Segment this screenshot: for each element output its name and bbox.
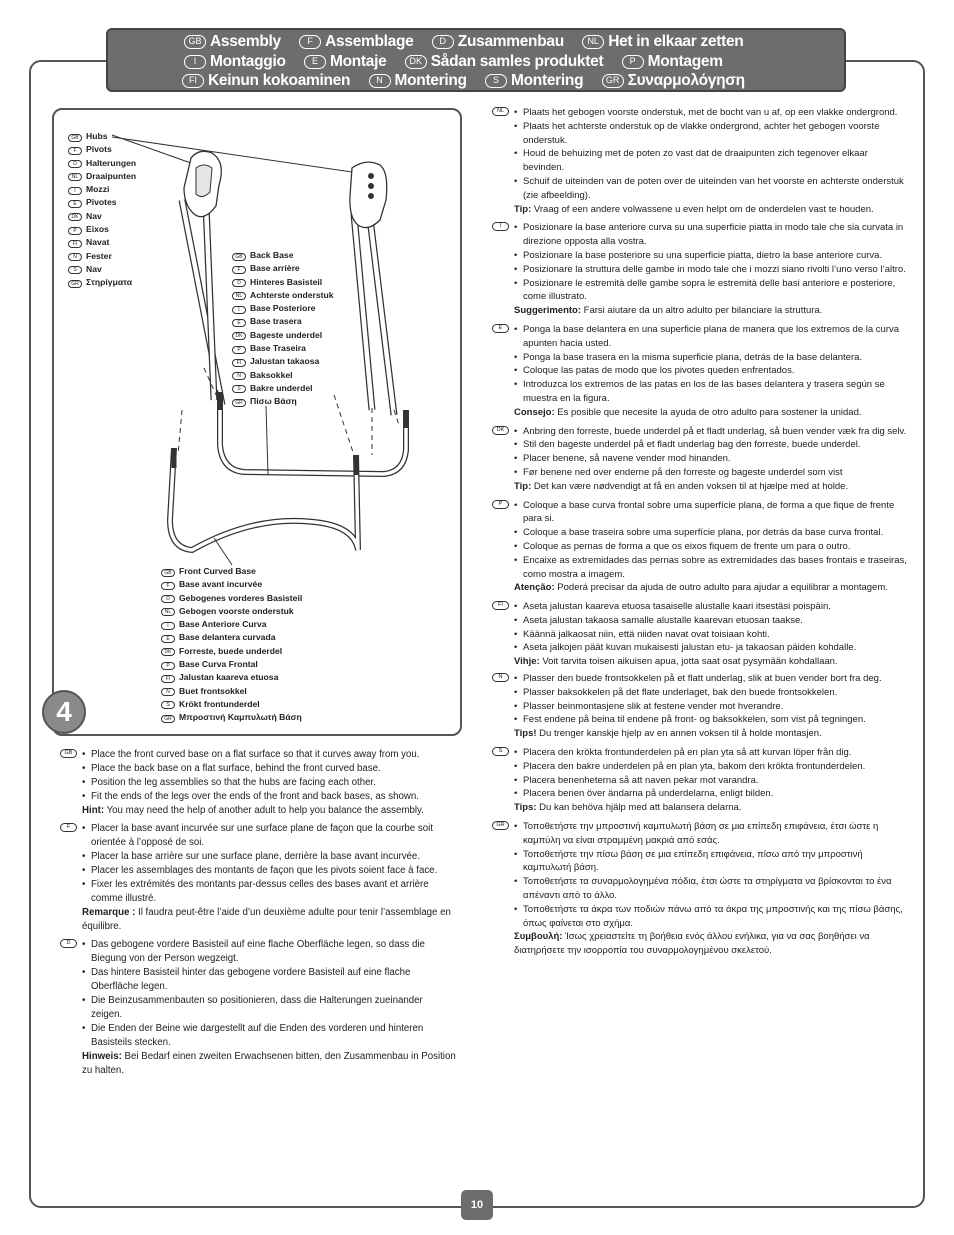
part-label bbox=[161, 685, 302, 698]
language-code-badge: DK bbox=[161, 648, 175, 656]
tip-text: Du trenger kanskje hjelp av en annen voksen til å holde montasjen. bbox=[539, 728, 822, 740]
instruction-bullet: • Fit the ends of the legs over the ends of the front and back bases, as shown. bbox=[82, 790, 456, 804]
part-label-text: Halterungen bbox=[86, 157, 137, 168]
language-code-badge: E bbox=[161, 635, 175, 643]
language-code-badge: E bbox=[232, 319, 246, 327]
instruction-bullet: • Plasser den buede frontsokkelen på et flatt underlag, slik at buen vender bort fra deg. bbox=[514, 672, 910, 686]
instruction-bullet: • Posizionare la base anteriore curva su una superficie piatta in modo tale che sia curvata in direzione opposta alla vostra. bbox=[514, 221, 910, 249]
language-code-badge: F bbox=[60, 823, 77, 832]
tip-label: Suggerimento: bbox=[514, 305, 582, 317]
instruction-bullet: • Introduzca los extremos de las patas en los de las bases delantera y trasera según se muestra en la figura. bbox=[514, 378, 910, 406]
instruction-bullet: • Placer la base avant incurvée sur une surface plane de façon que la courbe soit orientée à l’opposé de soi. bbox=[82, 822, 456, 850]
part-label-text: Base Anteriore Curva bbox=[179, 619, 267, 630]
instruction-tip bbox=[514, 930, 910, 958]
language-code-badge: GB bbox=[161, 569, 175, 577]
instruction-bullet: • Das gebogene vordere Basisteil auf eine flache Oberfläche legen, so dass die Biegung von der Person wegzeigt. bbox=[82, 938, 456, 966]
part-label bbox=[68, 210, 136, 223]
tip-text: Du kan behöva hjälp med att balansera delarna. bbox=[539, 802, 742, 814]
instruction-bullet: • Placera benen över ändarna på underdelarna, enligt bilden. bbox=[514, 787, 910, 801]
instruction-bullet: • Aseta jalkojen päät kuvan mukaisesti jalustan etu- ja takaosan päiden kohdalle. bbox=[514, 641, 910, 655]
part-label bbox=[232, 262, 334, 275]
part-label-text: Draaipunten bbox=[86, 170, 137, 181]
instruction-bullet: • Die Beinzusammenbauten so positionieren, dass die Halterungen zueinander zeigen. bbox=[82, 994, 456, 1022]
language-code-badge: GR bbox=[602, 74, 624, 88]
part-label bbox=[161, 618, 302, 631]
instruction-tip bbox=[514, 304, 910, 318]
tip-label: Συμβουλή: bbox=[514, 931, 563, 943]
part-label-text: Base Curva Frontal bbox=[179, 659, 258, 670]
language-code-badge: S bbox=[161, 701, 175, 709]
part-label-text: Baksokkel bbox=[250, 369, 293, 380]
instruction-bullet: • Τοποθετήστε τα συναρμολογημένα πόδια, έτσι ώστε τα στηρίγματα να βρίσκονται το ένα απέναντι από το άλλο. bbox=[514, 875, 910, 903]
language-code-badge: NL bbox=[232, 292, 246, 300]
tip-text: Det kan være nødvendigt at få en anden voksen til at hjælpe med at holde. bbox=[533, 480, 849, 492]
instruction-bullet: • Aseta jalustan takaosa samalle alustalle kaarevan etuosan taakse. bbox=[514, 614, 910, 628]
language-code-badge: NL bbox=[68, 173, 82, 181]
language-code-badge: S bbox=[232, 385, 246, 393]
instruction-bullet: • Position the leg assemblies so that the hubs are facing each other. bbox=[82, 776, 456, 790]
part-label bbox=[232, 395, 334, 408]
part-label-text: Bakre underdel bbox=[250, 382, 313, 393]
part-label-text: Gebogenes vorderes Basisteil bbox=[179, 592, 303, 603]
header-title: Montering bbox=[511, 72, 584, 89]
language-code-badge: NL bbox=[492, 107, 509, 116]
language-code-badge: S bbox=[68, 266, 82, 274]
part-label bbox=[161, 605, 302, 618]
tip-text: Il faudra peut-être l’aide d’un deuxième adulte pour tenir l’assemblage en équilibre. bbox=[82, 907, 451, 932]
instruction-bullet: • Aseta jalustan kaareva etuosa tasaiselle alustalle kaari itsestäsi poispäin. bbox=[514, 600, 910, 614]
instruction-bullet: • Placer la base arrière sur une surface plane, derrière la base avant incurvée. bbox=[82, 850, 456, 864]
part-label-text: Hubs bbox=[86, 131, 108, 141]
part-label bbox=[161, 645, 302, 658]
language-code-badge: FI bbox=[161, 675, 175, 683]
instruction-block-fi bbox=[496, 600, 910, 669]
language-code-badge: N bbox=[232, 372, 246, 380]
instruction-tip bbox=[514, 801, 910, 815]
left-instructions-column bbox=[64, 748, 456, 1078]
header-item bbox=[622, 52, 723, 72]
tip-label: Hinweis: bbox=[82, 1051, 122, 1062]
language-code-badge: D bbox=[232, 279, 246, 287]
part-label-text: Base avant incurvée bbox=[179, 579, 263, 590]
language-code-badge: E bbox=[492, 324, 509, 333]
instruction-bullet: • Før benene ned over enderne på den forreste og bageste underdel som vist bbox=[514, 466, 910, 480]
instruction-block-n bbox=[496, 672, 910, 741]
part-label-text: Back Base bbox=[250, 250, 294, 260]
part-label bbox=[232, 302, 334, 315]
instruction-block-p bbox=[496, 499, 910, 596]
tip-label: Tip: bbox=[514, 203, 532, 215]
instruction-tip bbox=[514, 727, 910, 741]
part-label bbox=[68, 250, 136, 263]
language-code-badge: F bbox=[232, 266, 246, 274]
language-code-badge: D bbox=[161, 595, 175, 603]
header-banner bbox=[106, 28, 846, 92]
language-code-badge: P bbox=[492, 500, 509, 509]
part-label-text: Buet frontsokkel bbox=[179, 685, 247, 696]
language-code-badge: E bbox=[68, 200, 82, 208]
language-code-badge: NL bbox=[161, 608, 175, 616]
language-code-badge: GR bbox=[492, 821, 509, 830]
language-code-badge: DK bbox=[405, 55, 427, 69]
header-row-2 bbox=[184, 52, 844, 72]
language-code-badge: F bbox=[68, 147, 82, 155]
header-title: Montaje bbox=[329, 52, 387, 70]
header-title: Het in elkaar zetten bbox=[608, 33, 744, 50]
language-code-badge: FI bbox=[492, 601, 509, 610]
tip-label: Tip: bbox=[514, 480, 532, 492]
part-label bbox=[161, 631, 302, 644]
part-label bbox=[232, 355, 334, 368]
language-code-badge: D bbox=[432, 35, 454, 49]
part-label bbox=[68, 170, 136, 183]
part-label bbox=[68, 196, 136, 209]
language-code-badge: I bbox=[68, 187, 82, 195]
header-item bbox=[304, 52, 386, 72]
language-code-badge: N bbox=[161, 688, 175, 696]
instruction-block-gr bbox=[496, 820, 910, 958]
part-label bbox=[232, 382, 334, 395]
part-label bbox=[68, 236, 136, 249]
instruction-bullet: • Place the front curved base on a flat surface so that it curves away from you. bbox=[82, 748, 456, 762]
part-label-text: Jalustan takaosa bbox=[250, 356, 320, 367]
part-label-text: Fester bbox=[86, 250, 112, 261]
tip-label: Vihje: bbox=[514, 656, 540, 668]
part-label-text: Πίσω Βάση bbox=[250, 396, 297, 407]
tip-text: Es posible que necesite la ayuda de otro adulto para sostener la unidad. bbox=[557, 406, 862, 418]
header-title: Sådan samles produktet bbox=[430, 52, 604, 70]
part-label bbox=[68, 130, 136, 143]
language-code-badge: F bbox=[299, 35, 321, 49]
language-code-badge: S bbox=[492, 747, 509, 756]
language-code-badge: I bbox=[161, 622, 175, 630]
language-code-badge: FI bbox=[232, 359, 246, 367]
back-base-label-list bbox=[232, 249, 334, 409]
part-label bbox=[161, 658, 302, 671]
instruction-tip bbox=[82, 804, 456, 818]
instruction-bullet: • Coloque a base traseira sobre uma superfície plana, por detrás da base curva frontal. bbox=[514, 526, 910, 540]
language-code-badge: NL bbox=[582, 35, 604, 49]
part-label bbox=[232, 315, 334, 328]
language-code-badge: P bbox=[68, 227, 82, 235]
instruction-bullet: • Τοποθετήστε τα άκρα των ποδιών πάνω από τα άκρα της μπροστινής και της πίσω βάσης, όπως φαίνεται στο σχήμα. bbox=[514, 903, 910, 931]
instruction-bullet: • Houd de behuizing met de poten zo vast dat de draaipunten zich tegenover elkaar bevinden. bbox=[514, 147, 910, 175]
instruction-bullet: • Plasser baksokkelen på det flate underlaget, bak den buede frontsokkelen. bbox=[514, 686, 910, 700]
part-label-text: Bageste underdel bbox=[250, 329, 323, 340]
instruction-bullet: • Schuif de uiteinden van de poten over de uiteinden van het voorste en achterste onderstuk (zie afbeelding). bbox=[514, 175, 910, 203]
part-label bbox=[232, 249, 334, 262]
part-label-text: Jalustan kaareva etuosa bbox=[179, 672, 279, 683]
header-item bbox=[602, 71, 745, 91]
part-label bbox=[161, 671, 302, 684]
language-code-badge: DK bbox=[232, 332, 246, 340]
instruction-bullet: • Käännä jalkaosat niin, että niiden navat ovat toisiaan kohti. bbox=[514, 628, 910, 642]
tip-label: Consejo: bbox=[514, 406, 555, 418]
header-item bbox=[432, 32, 564, 52]
instruction-block-d bbox=[64, 938, 456, 1078]
instruction-bullet: • Place the back base on a flat surface, behind the front curved base. bbox=[82, 762, 456, 776]
header-item bbox=[184, 52, 286, 72]
tip-label: Remarque : bbox=[82, 907, 136, 918]
tip-label: Tips! bbox=[514, 728, 537, 740]
language-code-badge: F bbox=[161, 582, 175, 590]
instruction-bullet: • Die Enden der Beine wie dargestellt auf die Enden des vorderen und hinteren Basisteils stecken. bbox=[82, 1022, 456, 1050]
language-code-badge: GB bbox=[68, 134, 82, 142]
instruction-bullet: • Τοποθετήστε την μπροστινή καμπυλωτή βάση σε μια επίπεδη επιφάνεια, έτσι ώστε η καμπύλη να είναι στραμμένη μακριά από εσάς. bbox=[514, 820, 910, 848]
tip-label: Hint: bbox=[82, 805, 105, 816]
instruction-bullet: • Anbring den forreste, buede underdel på et fladt underlag, så buen vender væk fra dig selv. bbox=[514, 425, 910, 439]
tip-text: Bei Bedarf einen zweiten Erwachsenen bitten, den Zusammenbau in Position zu halten. bbox=[82, 1051, 456, 1076]
instruction-block-i bbox=[496, 221, 910, 318]
instruction-bullet: • Plaats het achterste onderstuk op de vlakke ondergrond, achter het gebogen voorste onderstuk. bbox=[514, 120, 910, 148]
header-title: Montagem bbox=[647, 52, 723, 70]
part-label bbox=[161, 578, 302, 591]
part-label-text: Στηρίγματα bbox=[86, 277, 132, 288]
instruction-bullet: • Stil den bageste underdel på et fladt underlag bag den forreste, buede underdel. bbox=[514, 438, 910, 452]
tip-text: Ίσως χρειαστείτε τη βοήθεια ενός άλλου ενήλικα, για να σας βοηθήσει να διατηρήσετε την ισορροπία του συναρμολογημένου σκελετού. bbox=[514, 931, 870, 957]
language-code-badge: DK bbox=[492, 426, 509, 435]
instruction-bullet: • Placer benene, så navene vender mod hinanden. bbox=[514, 452, 910, 466]
part-label-text: Base trasera bbox=[250, 316, 302, 327]
language-code-badge: S bbox=[485, 74, 507, 88]
tip-label: Atenção: bbox=[514, 582, 555, 594]
part-label-text: Nav bbox=[86, 210, 102, 221]
header-title: Keinun kokoaminen bbox=[208, 72, 351, 89]
part-label bbox=[232, 289, 334, 302]
instruction-bullet: • Coloque a base curva frontal sobre uma superfície plana, de forma a que fique de frente para si. bbox=[514, 499, 910, 527]
instruction-tip bbox=[514, 203, 910, 217]
header-title: Montering bbox=[394, 72, 467, 89]
instruction-bullet: • Placera den krökta frontunderdelen på en plan yta så att kurvan löper från dig. bbox=[514, 746, 910, 760]
language-code-badge: GB bbox=[232, 253, 246, 261]
tip-text: Voit tarvita toisen aikuisen apua, jotta saat osat pysymään kohdallaan. bbox=[542, 656, 838, 668]
illustration-panel bbox=[52, 108, 462, 736]
language-code-badge: I bbox=[492, 222, 509, 231]
hubs-label-list bbox=[68, 130, 136, 290]
header-title: Assemblage bbox=[325, 33, 414, 50]
instruction-tip bbox=[514, 581, 910, 595]
part-label-text: Base arrière bbox=[250, 263, 300, 274]
instruction-bullet: • Posizionare le estremità delle gambe sopra le estremità delle basi anteriore e posteriore, come illustrato. bbox=[514, 277, 910, 305]
tip-text: Farsi aiutare da un altro adulto per bilanciare la struttura. bbox=[583, 305, 823, 317]
instruction-bullet: • Das hintere Basisteil hinter das gebogene vordere Basisteil auf eine flache Oberfläche legen. bbox=[82, 966, 456, 994]
part-label-text: Pivotes bbox=[86, 197, 117, 208]
part-label-text: Pivots bbox=[86, 144, 112, 155]
language-code-badge: GB bbox=[60, 749, 77, 758]
header-item bbox=[405, 52, 604, 72]
part-label bbox=[68, 183, 136, 196]
right-instructions-column bbox=[496, 106, 910, 958]
part-label-text: Base Traseira bbox=[250, 343, 306, 354]
language-code-badge: N bbox=[68, 253, 82, 261]
instruction-bullet: • Coloque as pernas de forma a que os eixos fiquem de frente um para o outro. bbox=[514, 540, 910, 554]
instruction-bullet: • Ponga la base delantera en una superficie plana de manera que los extremos de la curva apunten hacia usted. bbox=[514, 323, 910, 351]
part-label-text: Gebogen voorste onderstuk bbox=[179, 605, 294, 616]
part-label-text: Navat bbox=[86, 237, 110, 248]
part-label-text: Achterste onderstuk bbox=[250, 289, 334, 300]
instruction-block-e bbox=[496, 323, 910, 420]
part-label-text: Base Posteriore bbox=[250, 303, 316, 314]
instruction-block-s bbox=[496, 746, 910, 815]
part-label-text: Base delantera curvada bbox=[179, 632, 276, 643]
part-label-text: Hinteres Basisteil bbox=[250, 276, 323, 287]
instruction-block-nl bbox=[496, 106, 910, 216]
language-code-badge: GR bbox=[161, 715, 175, 723]
part-label bbox=[232, 342, 334, 355]
part-label bbox=[232, 329, 334, 342]
instruction-tip bbox=[514, 406, 910, 420]
tip-text: Vraag of een andere volwassene u even helpt om de onderdelen vast te houden. bbox=[533, 203, 874, 215]
instruction-bullet: • Placer les assemblages des montants de façon que les pivots soient face à face. bbox=[82, 864, 456, 878]
part-label bbox=[68, 276, 136, 289]
part-label bbox=[161, 711, 302, 724]
language-code-badge: FI bbox=[182, 74, 204, 88]
language-code-badge: GR bbox=[68, 280, 82, 288]
tip-label: Tips: bbox=[514, 802, 537, 814]
instruction-bullet: • Placera benenheterna så att naven pekar mot varandra. bbox=[514, 774, 910, 788]
instruction-tip bbox=[514, 655, 910, 669]
part-label bbox=[232, 369, 334, 382]
instruction-bullet: • Τοποθετήστε την πίσω βάση σε μια επίπεδη επιφάνεια, πίσω από την μπροστινή καμπυλωτή βάση. bbox=[514, 848, 910, 876]
language-code-badge: E bbox=[304, 55, 326, 69]
instruction-bullet: • Fixer les extrémités des montants par-dessus celles des bases avant et arrière comme illustré. bbox=[82, 878, 456, 906]
instruction-block-dk bbox=[496, 425, 910, 494]
part-label-text: Forreste, buede underdel bbox=[179, 645, 283, 656]
language-code-badge: N bbox=[492, 673, 509, 682]
part-label-text: Mozzi bbox=[86, 184, 110, 195]
language-code-badge: N bbox=[369, 74, 391, 88]
header-row-1 bbox=[184, 32, 844, 52]
instruction-bullet: • Fest endene på beina til endene på front- og baksokkelen, som vist på tegningen. bbox=[514, 713, 910, 727]
header-item bbox=[582, 32, 743, 52]
instruction-bullet: • Encaixe as extremidades das pernas sobre as extremidades das bases frontais e traseiras, como mostra a imagem. bbox=[514, 554, 910, 582]
header-item bbox=[299, 32, 413, 52]
language-code-badge: I bbox=[184, 55, 206, 69]
header-row-3 bbox=[182, 71, 844, 91]
part-label bbox=[161, 565, 302, 578]
part-label bbox=[232, 276, 334, 289]
tip-text: Poderá precisar da ajuda de outro adulto para ajudar a equilibrar a montagem. bbox=[557, 582, 888, 594]
instruction-block-f bbox=[64, 822, 456, 934]
part-label-text: Eixos bbox=[86, 224, 109, 235]
language-code-badge: P bbox=[161, 662, 175, 670]
language-code-badge: P bbox=[622, 55, 644, 69]
part-label-text: Krökt frontunderdel bbox=[179, 698, 260, 709]
header-item bbox=[485, 71, 583, 91]
part-label bbox=[68, 157, 136, 170]
instruction-bullet: • Placera den bakre underdelen på en plan yta, bakom den krökta frontunderdelen. bbox=[514, 760, 910, 774]
part-label bbox=[161, 698, 302, 711]
header-item bbox=[184, 32, 281, 52]
language-code-badge: GB bbox=[184, 35, 206, 49]
header-title: Συναρμολόγηση bbox=[627, 72, 745, 89]
part-label bbox=[161, 592, 302, 605]
instruction-bullet: • Plaats het gebogen voorste onderstuk, met de bocht van u af, op een vlakke ondergrond. bbox=[514, 106, 910, 120]
part-label-text: Nav bbox=[86, 263, 102, 274]
language-code-badge: DK bbox=[68, 213, 82, 221]
part-label bbox=[68, 223, 136, 236]
front-base-label-list bbox=[161, 565, 302, 725]
instruction-tip bbox=[514, 480, 910, 494]
part-label-text: Front Curved Base bbox=[179, 566, 256, 576]
tip-text: You may need the help of another adult to help you balance the assembly. bbox=[106, 805, 424, 816]
header-title: Zusammenbau bbox=[457, 33, 564, 50]
part-label-text: Μπροστινή Καμπυλωτή Βάση bbox=[179, 712, 302, 723]
language-code-badge: GR bbox=[232, 399, 246, 407]
part-label bbox=[68, 263, 136, 276]
language-code-badge: D bbox=[68, 160, 82, 168]
header-item bbox=[369, 71, 467, 91]
instruction-bullet: • Ponga la base trasera en la misma superficie plana, detrás de la base delantera. bbox=[514, 351, 910, 365]
header-title: Montaggio bbox=[210, 52, 286, 70]
language-code-badge: FI bbox=[68, 240, 82, 248]
part-label bbox=[68, 143, 136, 156]
instruction-block-gb bbox=[64, 748, 456, 818]
language-code-badge: I bbox=[232, 306, 246, 314]
instruction-bullet: • Posizionare la base posteriore su una superficie piatta, dietro la base anteriore curva. bbox=[514, 249, 910, 263]
instruction-tip bbox=[82, 1050, 456, 1078]
instruction-bullet: • Coloque las patas de modo que los pivotes queden enfrentados. bbox=[514, 364, 910, 378]
page-number: 10 bbox=[461, 1190, 493, 1220]
instruction-bullet: • Plasser beinmontasjene slik at festene vender mot hverandre. bbox=[514, 700, 910, 714]
header-item bbox=[182, 71, 350, 91]
language-code-badge: D bbox=[60, 939, 77, 948]
step-number-badge: 4 bbox=[42, 690, 86, 734]
instruction-tip bbox=[82, 906, 456, 934]
instruction-bullet: • Posizionare la struttura delle gambe in modo tale che i mozzi siano rivolti l’uno verso l’altro. bbox=[514, 263, 910, 277]
header-title: Assembly bbox=[210, 33, 281, 50]
language-code-badge: P bbox=[232, 346, 246, 354]
